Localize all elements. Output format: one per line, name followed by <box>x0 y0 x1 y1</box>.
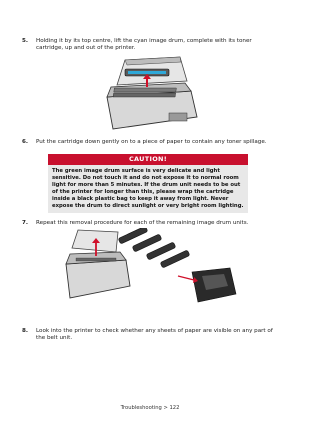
step-text: Look into the printer to check whether any sheets of paper are visible on any part of the belt unit. <box>36 328 273 342</box>
step-number: 6. <box>22 139 29 145</box>
step-text: Holding it by its top centre, lift the cyan image drum, complete with its toner cartridge, up and out of the printer. <box>36 38 252 52</box>
step-number: 5. <box>22 38 29 44</box>
caution-box <box>48 154 248 213</box>
step-text: Put the cartridge down gently on to a piece of paper to contain any toner spillage. <box>36 139 267 145</box>
step-number: 8. <box>22 328 29 334</box>
step-number: 7. <box>22 220 29 226</box>
printer-drum-removal-illustration <box>95 55 205 135</box>
page-footer: Troubleshooting > 122 <box>120 405 180 411</box>
step-text: Repeat this removal procedure for each of the remaining image drum units. <box>36 220 249 226</box>
caution-text: The green image drum surface is very delicate and light sensitive. Do not touch it and do not expose it to normal room light for more than 5 minutes. If the drum unit needs to be out of the printer for longer than this, please wrap the cartridge inside a black plastic bag to keep it away from light. Never expose the drum to direct sunlight or very bright room lighting. <box>52 168 244 209</box>
remaining-drums-removal-illustration <box>62 228 240 308</box>
caution-title: CAUTION! <box>48 154 248 165</box>
